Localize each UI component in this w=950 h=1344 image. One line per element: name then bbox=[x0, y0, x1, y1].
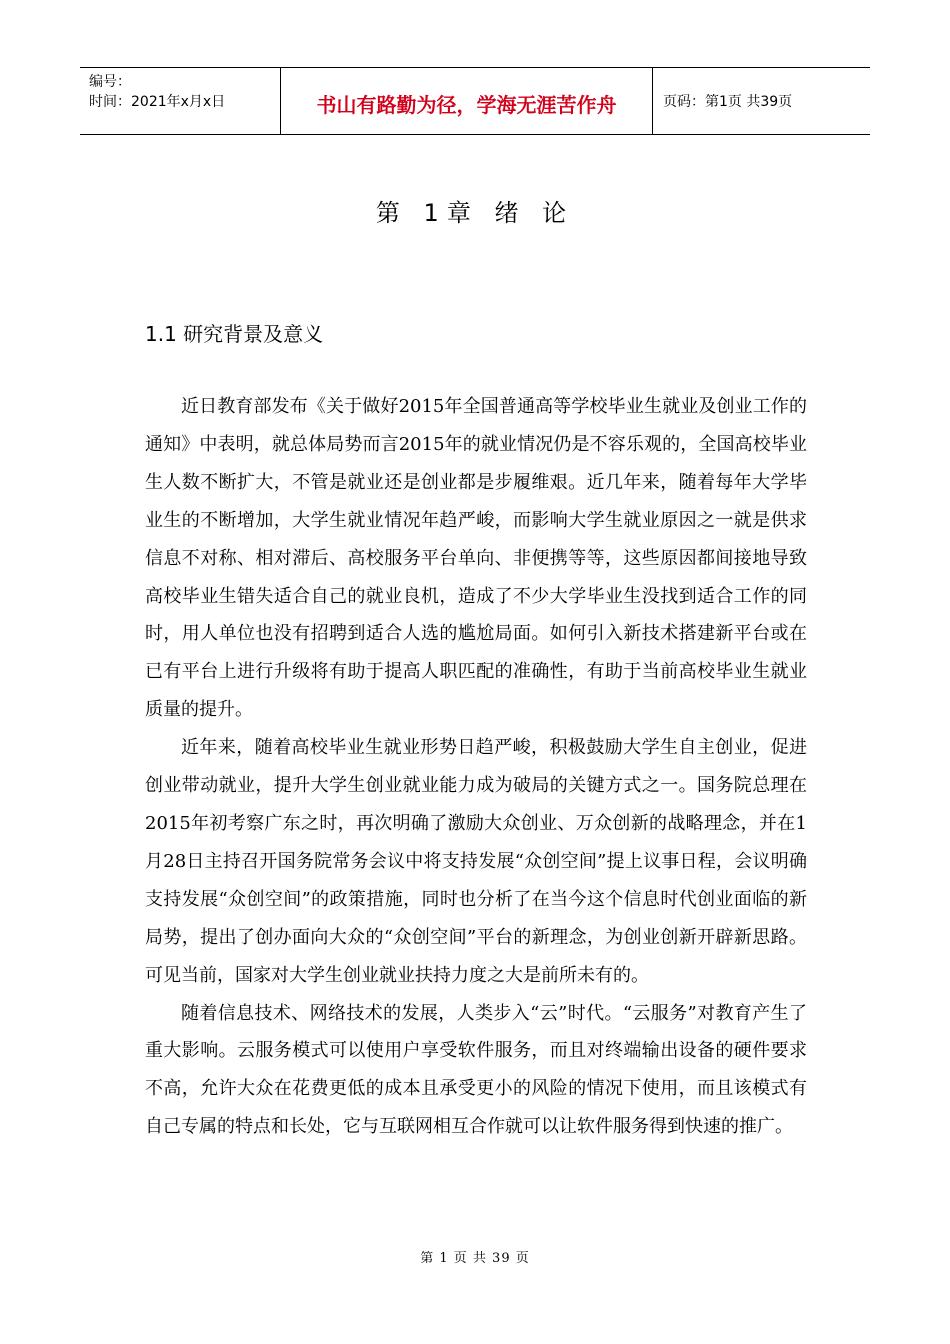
header-motto: 书山有路勤为径，学海无涯苦作舟 bbox=[281, 68, 653, 134]
number-label: 编号： bbox=[89, 74, 131, 90]
body-text bbox=[145, 388, 807, 1146]
paragraph: 随着信息技术、网络技术的发展，人类步入“云”时代。“云服务”对教育产生了重大影响。云服务模式可以使用户享受软件服务，而且对终端输出设备的硬件要求不高，允许大众在花费更低的成本且承受更小的风险的情况下使用，而且该模式有自己专属的特点和长处，它与互联网相互合作就可以让软件服务得到快速的推广。 bbox=[145, 1002, 807, 1138]
header-meta bbox=[80, 68, 281, 134]
time-label: 时间：2021年x月x日 bbox=[89, 94, 226, 110]
header-page-info: 页码：第1页 共39页 bbox=[663, 94, 793, 110]
chapter-title: 第 1章 绪 论 bbox=[375, 199, 575, 227]
paragraph: 近日教育部发布《关于做好2015年全国普通高等学校毕业生就业及创业工作的通知》中表明，就总体局势而言2015年的就业情况仍是不容乐观的，全国高校毕业生人数不断扩大，不管是就业还是创业都是步履维艰。近几年来，随着每年大学毕业生的不断增加，大学生就业情况年趋严峻，而影响大学生就业原因之一就是供求信息不对称、相对滞后、高校服务平台单向、非便携等等，这些原因都间接地导致高校毕业生错失适合自己的就业良机，造成了不少大学毕业生没找到适合工作的同时，用人单位也没有招聘到适合人选的尴尬局面。如何引入新技术搭建新平台或在已有平台上进行升级将有助于提高人职匹配的准确性，有助于当前高校毕业生就业质量的提升。 bbox=[145, 396, 807, 721]
section-title: 1.1 研究背景及意义 bbox=[145, 322, 324, 346]
paragraph: 近年来，随着高校毕业生就业形势日趋严峻，积极鼓励大学生自主创业，促进创业带动就业，提升大学生创业就业能力成为破局的关键方式之一。国务院总理在2015年初考察广东之时，再次明确了激励大众创业、万众创新的战略理念，并在1月28日主持召开国务院常务会议中将支持发展“众创空间”提上议事日程，会议明确支持发展“众创空间”的政策措施，同时也分析了在当今这个信息时代创业面临的新局势，提出了创办面向大众的“众创空间”平台的新理念，为创业创新开辟新思路。可见当前，国家对大学生创业就业扶持力度之大是前所未有的。 bbox=[145, 737, 807, 986]
page-footer: 第 1 页 共 39 页 bbox=[420, 1251, 530, 1266]
page-header bbox=[80, 67, 870, 135]
